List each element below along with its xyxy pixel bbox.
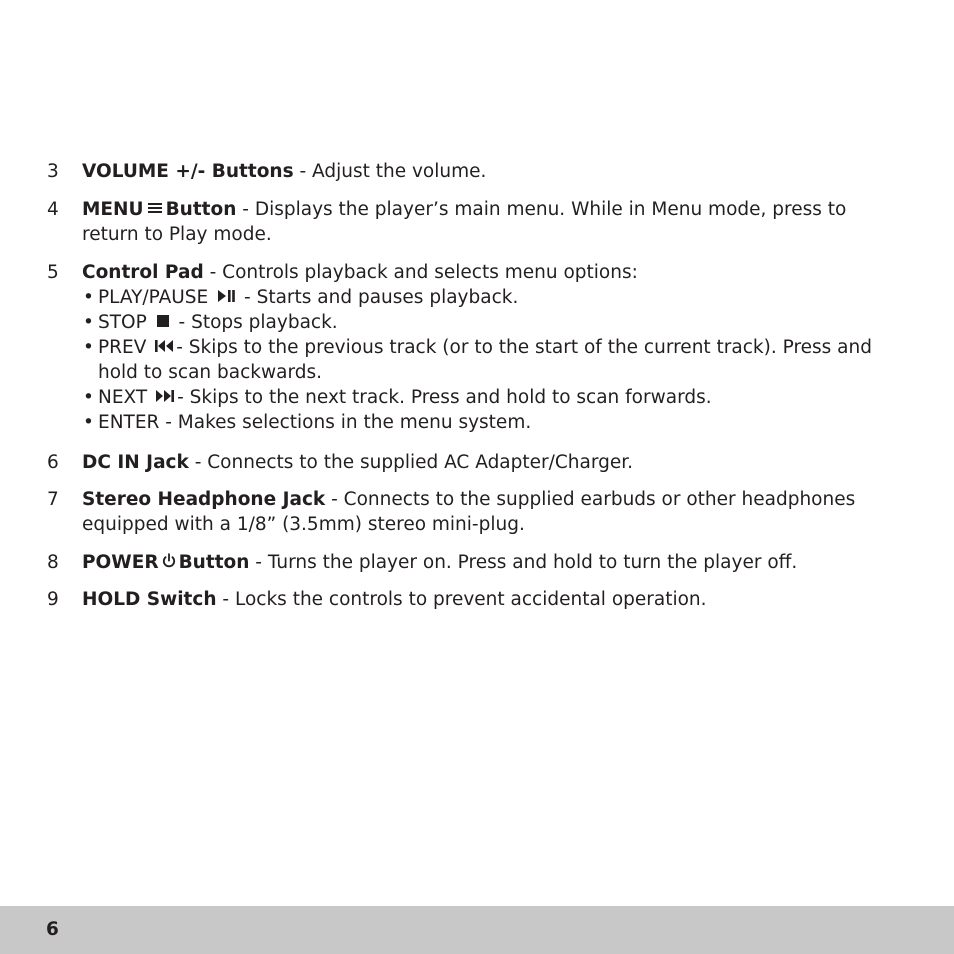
list-item-play-pause [82, 285, 877, 310]
item-description: - Locks the controls to prevent accidental operation. [216, 589, 707, 610]
item-term: DC IN Jack [82, 452, 189, 473]
stop-icon [155, 314, 171, 328]
item-volume [47, 159, 877, 184]
item-term: POWER [82, 552, 159, 573]
item-term-suffix: Button [178, 552, 250, 573]
bullet-description: - Stops playback. [172, 312, 338, 333]
page-number: 6 [46, 919, 59, 940]
bullet-description: - Starts and pauses playback. [238, 287, 519, 308]
item-term: VOLUME +/- Buttons [82, 161, 294, 182]
item-dc-in [47, 450, 877, 475]
item-power [47, 550, 877, 575]
item-description: - Adjust the volume. [293, 161, 487, 182]
play-pause-icon [216, 289, 236, 303]
item-menu [47, 197, 877, 247]
menu-icon [146, 201, 164, 215]
item-term-suffix: Button [165, 199, 237, 220]
item-number: 9 [47, 589, 59, 610]
list-item-next [82, 385, 877, 410]
item-description: - Turns the player on. Press and hold to turn the player off. [249, 552, 798, 573]
item-description: - Controls playback and selects menu options: [203, 262, 638, 283]
list-item-prev [82, 335, 877, 385]
list-item-enter [82, 410, 877, 435]
item-description: - Displays the player’s main menu. While in Menu mode, press to return to Play mode. [82, 199, 847, 245]
item-number: 3 [47, 161, 59, 182]
item-term: Stereo Headphone Jack [82, 489, 326, 510]
item-number: 6 [47, 452, 59, 473]
power-icon [161, 553, 177, 568]
bullet-label: STOP [98, 312, 147, 333]
item-description: - Connects to the supplied earbuds or other headphones equipped with a 1/8” (3.5mm) stereo mini-plug. [82, 489, 856, 535]
item-number: 8 [47, 552, 59, 573]
control-pad-list [82, 285, 877, 435]
bullet-label: NEXT [98, 387, 148, 408]
item-hold-switch [47, 587, 877, 612]
item-term: MENU [82, 199, 144, 220]
item-headphone-jack [47, 487, 877, 537]
item-control-pad [47, 260, 877, 435]
item-term: HOLD Switch [82, 589, 217, 610]
item-number: 4 [47, 199, 59, 220]
prev-icon [154, 339, 174, 353]
bullet-description: - Skips to the next track. Press and hold to scan forwards. [177, 387, 712, 408]
next-icon [155, 389, 175, 403]
bullet-label: PREV [98, 337, 147, 358]
bullet-description: - Makes selections in the menu system. [159, 412, 532, 433]
list-item-stop [82, 310, 877, 335]
item-number: 7 [47, 489, 59, 510]
item-number: 5 [47, 262, 59, 283]
bullet-label: ENTER [98, 412, 160, 433]
bullet-label: PLAY/PAUSE [98, 287, 209, 308]
bullet-description: - Skips to the previous track (or to the start of the current track). Press and hold to scan backwards. [98, 337, 872, 383]
item-description: - Connects to the supplied AC Adapter/Charger. [188, 452, 634, 473]
page-footer [0, 906, 954, 954]
item-term: Control Pad [82, 262, 204, 283]
